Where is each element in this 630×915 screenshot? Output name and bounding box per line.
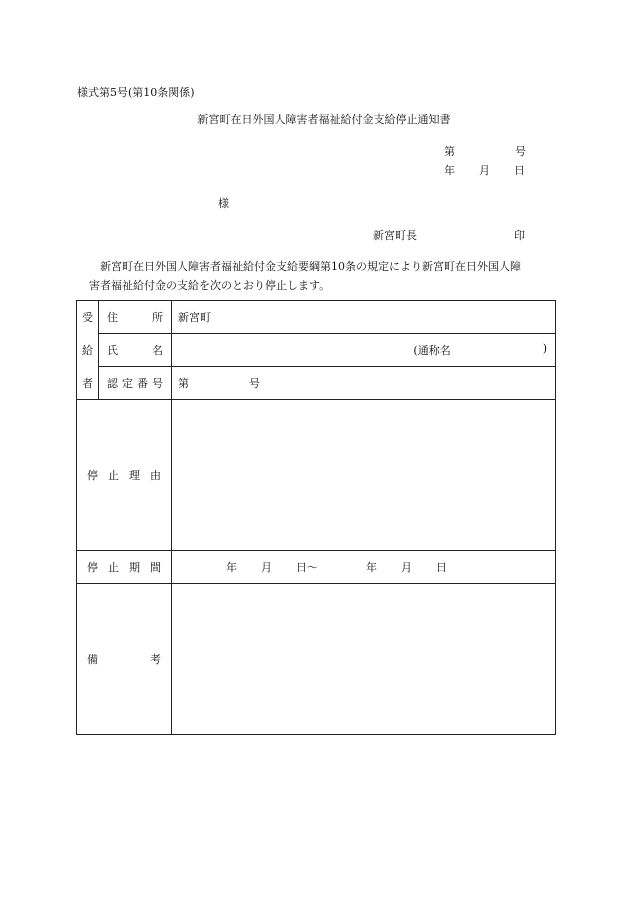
cert-label-char-4: 号 [152,377,163,390]
cert-number-value [172,367,556,400]
name-row [77,334,556,367]
remarks-label-char-1: 備 [87,653,98,666]
issuer-name: 新宮町長 [373,229,417,242]
period-label-char-2: 止 [108,561,119,574]
reason-row [77,400,556,551]
period-start-year: 年 [226,561,237,574]
document-title: 新宮町在日外国人障害者福祉給付金支給停止通知書 [197,113,451,126]
period-end-day: 日 [436,561,447,574]
notice-date-line [444,162,525,178]
period-label [77,551,172,584]
remarks-label [77,584,172,735]
notice-table [76,300,556,735]
name-label [99,334,172,367]
name-label-char-1: 氏 [107,344,118,357]
period-end-year: 年 [366,561,377,574]
period-label-char-4: 間 [150,561,161,574]
name-value [172,334,556,367]
seal-mark: 印 [514,229,525,242]
cert-prefix: 第 [178,377,189,390]
address-label [99,301,172,334]
addressee-suffix: 様 [218,197,229,210]
cert-label-char-2: 定 [122,377,133,390]
cert-label [99,367,172,400]
reason-label-char-3: 理 [129,469,140,482]
notice-number-line [444,143,526,159]
period-start-day: 日〜 [296,561,318,574]
remarks-row [77,584,556,735]
cert-row [77,367,556,400]
address-value: 新宮町 [172,301,556,334]
period-end-month: 月 [401,561,412,574]
reason-label [77,400,172,551]
alias-close: ) [542,342,547,355]
recipient-char-2: 給 [77,334,99,367]
date-year: 年 [444,164,455,177]
body-line-1: 新宮町在日外国人障害者福祉給付金支給要綱第10条の規定により新宮町在日外国人障 [100,260,521,273]
reason-value [172,400,556,551]
notice-body [78,257,568,295]
number-prefix: 第 [444,145,455,158]
date-day: 日 [514,164,525,177]
period-label-char-1: 停 [87,561,98,574]
cert-suffix: 号 [249,377,260,390]
remarks-value [172,584,556,735]
reason-label-char-1: 停 [87,469,98,482]
period-start-month: 月 [261,561,272,574]
name-label-char-2: 名 [152,344,163,357]
number-suffix: 号 [515,145,526,158]
address-row [77,301,556,334]
date-month: 月 [479,164,490,177]
cert-label-char-3: 番 [137,377,148,390]
alias-open: (通称名 [413,344,451,357]
address-label-char-1: 住 [107,311,118,324]
recipient-char-1: 受 [77,301,99,334]
address-label-char-2: 所 [152,311,163,324]
reason-label-char-2: 止 [108,469,119,482]
recipient-char-3: 者 [77,367,99,400]
period-row [77,551,556,584]
body-line-2: 害者福祉給付金の支給を次のとおり停止します。 [89,279,331,292]
cert-label-char-1: 認 [107,377,118,390]
period-value [172,551,556,584]
reason-label-char-4: 由 [150,469,161,482]
remarks-label-char-2: 考 [150,653,161,666]
form-number-label: 様式第5号(第10条関係) [77,86,195,99]
period-label-char-3: 期 [129,561,140,574]
